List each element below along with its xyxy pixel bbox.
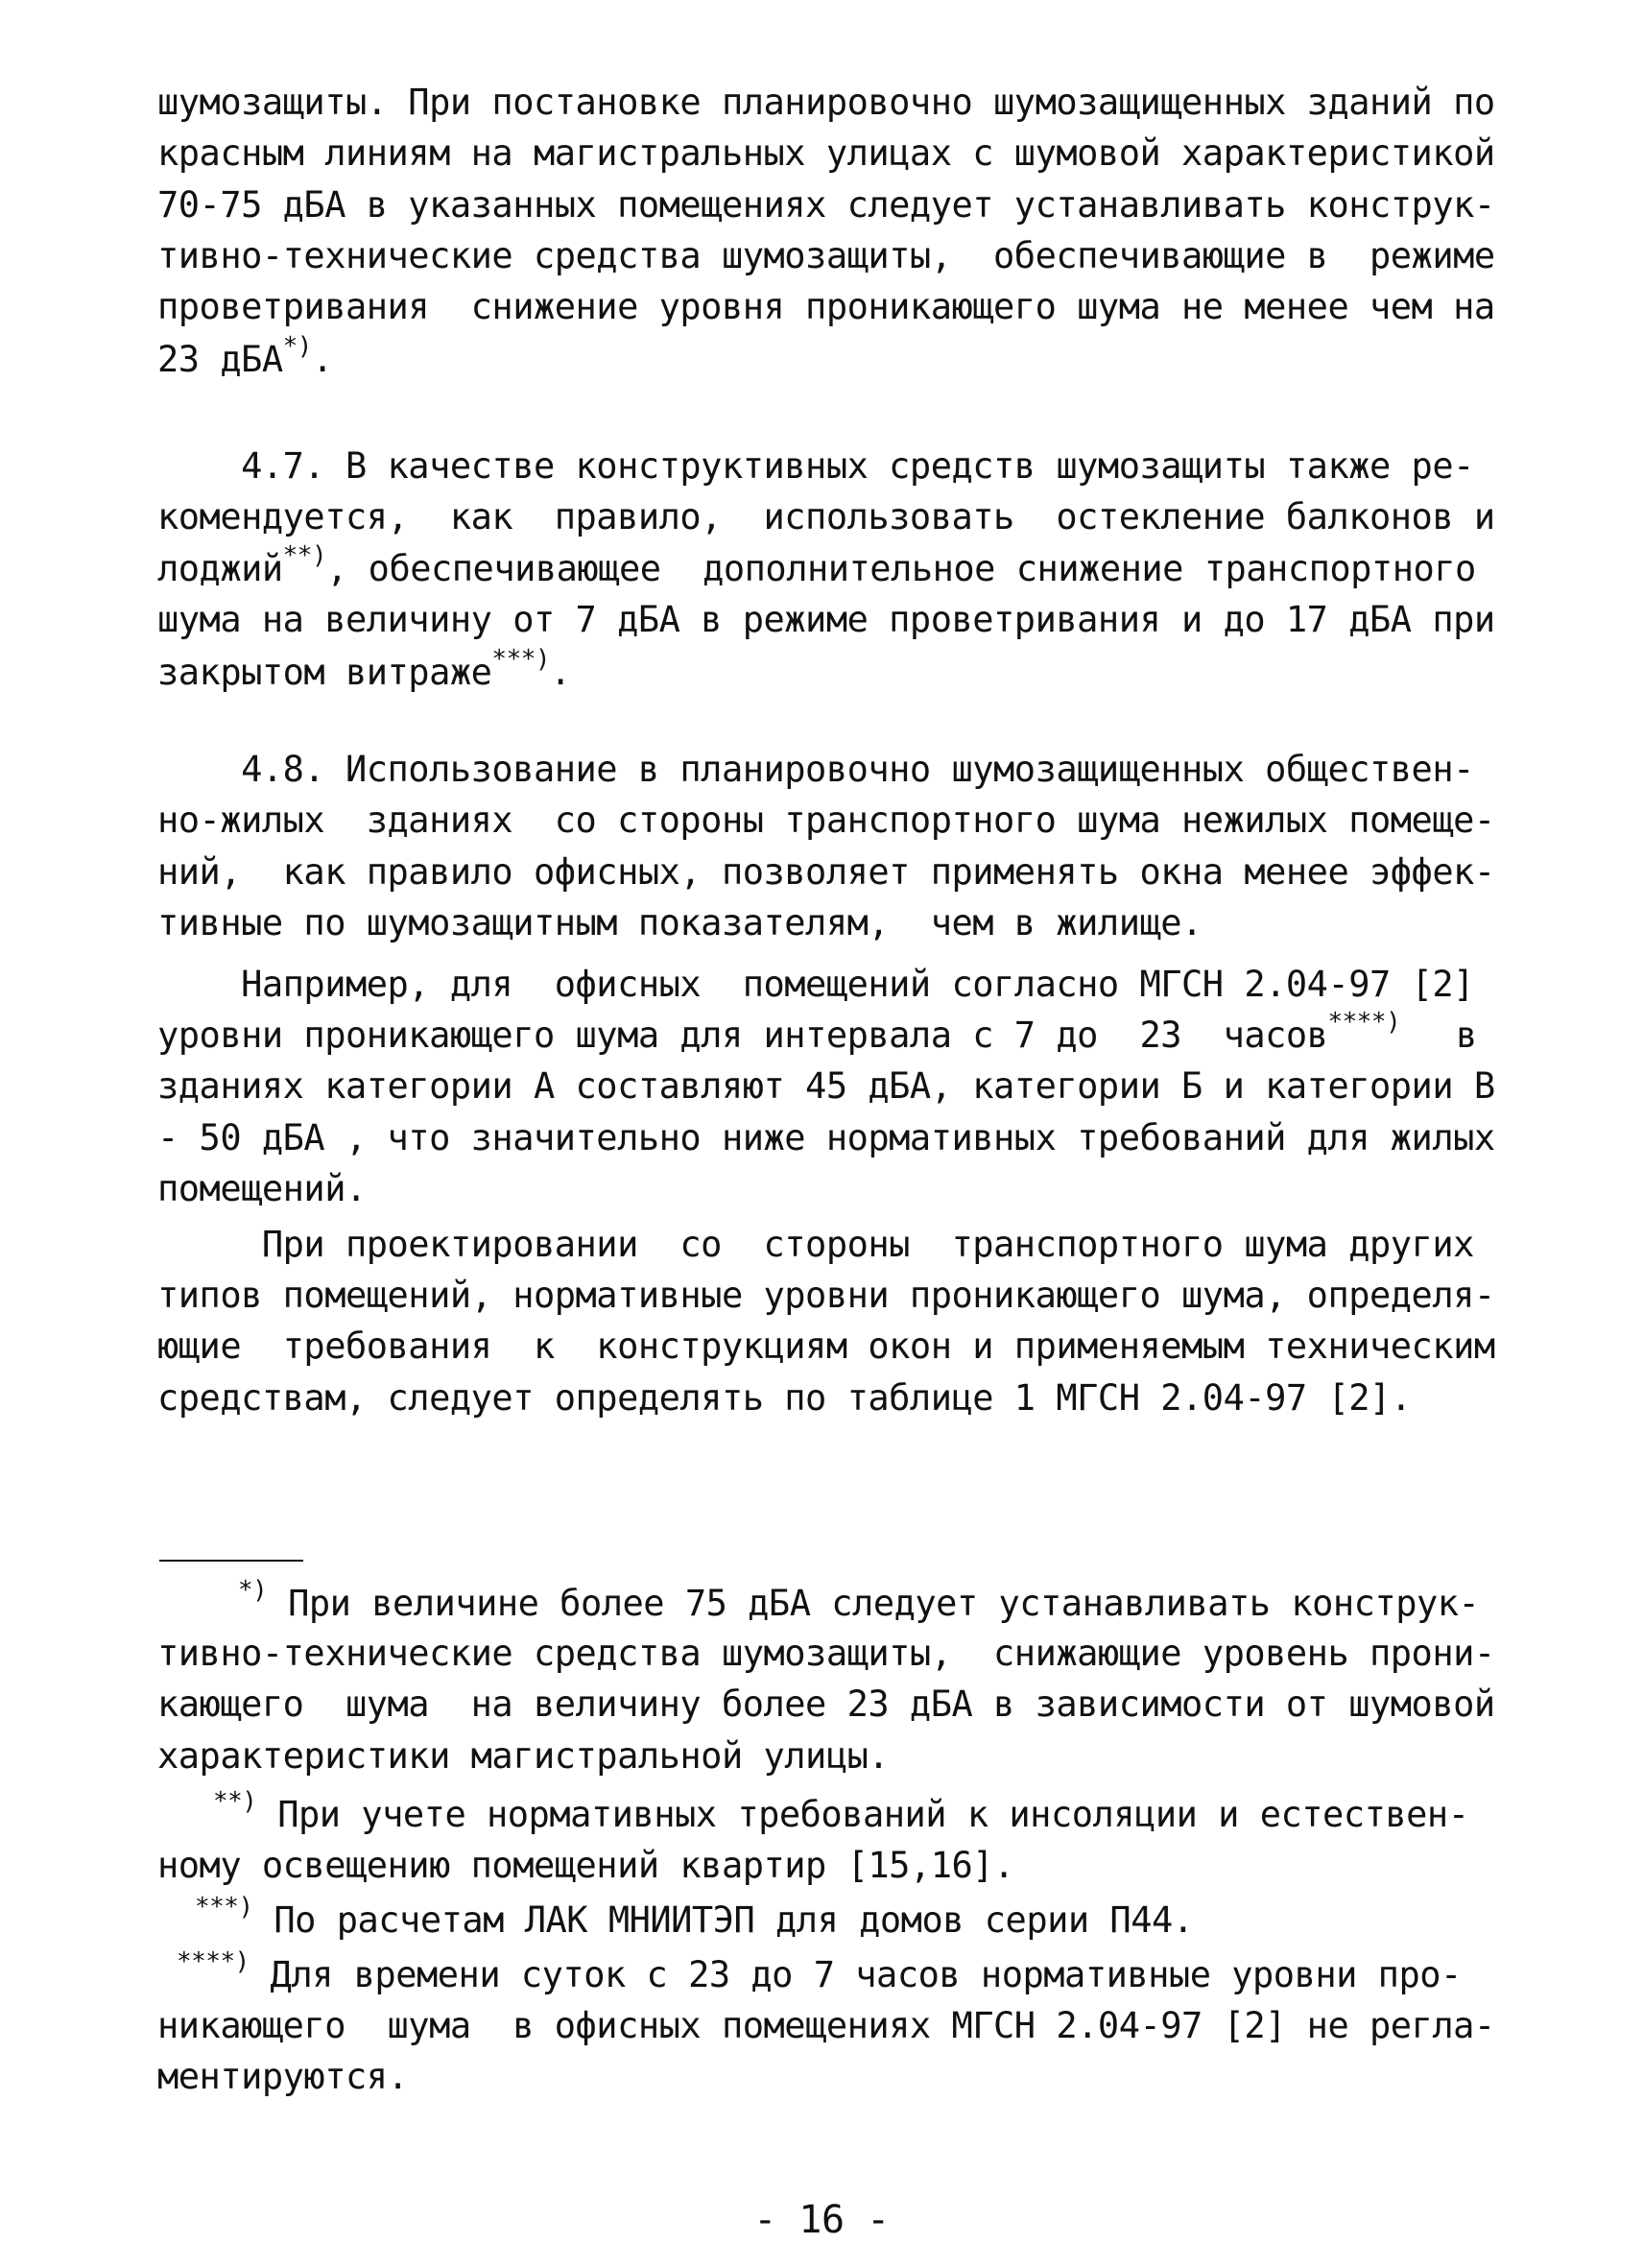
body-line: но-жилых зданиях со стороны транспортного шума нежилых помеще- [157,800,1495,841]
footnote-separator [159,1560,303,1562]
body-text: , обеспечивающее дополнительное снижение транспортного [326,548,1476,589]
body-text: лоджий [157,548,283,589]
footnote-mark: **) [213,1787,257,1816]
body-line [157,541,1476,589]
body-line: шума на величину от 7 дБА в режиме проветривания и до 17 дБА при [157,599,1495,640]
footnote-mark: *) [238,1576,268,1605]
footnote-line: кающего шума на величину более 23 дБА в зависимости от шумовой [157,1683,1495,1725]
period: . [311,339,333,380]
footnote-line: ментируются. [157,2056,409,2097]
footnote-text: При величине более 75 дБА следует устанавливать конструк- [267,1583,1480,1624]
page-number: - 16 - [753,2198,890,2242]
body-line: зданиях категории А составляют 45 дБА, категории Б и категории В [157,1065,1495,1107]
footnote-mark: ****) [177,1947,250,1976]
body-line: ний, как правило офисных, позволяет применять окна менее эффек- [157,851,1495,893]
body-line: проветривания снижение уровня проникающего шума не менее чем на [157,286,1495,327]
footnote-line: никающего шума в офисных помещениях МГСН 2.04-97 [2] не регла- [157,2005,1495,2046]
footnote-mark: ***) [195,1893,253,1922]
footnote-line: тивно-технические средства шумозащиты, снижающие уровень прони- [157,1633,1495,1674]
body-line: комендуется, как правило, использовать остекление балконов и [157,496,1495,537]
footnote-mark: **) [282,541,327,570]
body-line: помещений. [157,1168,367,1209]
paragraph-4-7-line: 4.7. В качестве конструктивных средств шумозащиты также ре- [157,445,1474,487]
body-line: типов помещений, нормативные уровни проникающего шума, определя- [157,1275,1495,1316]
footnote-line [195,1893,1194,1941]
footnote-text: По расчетам ЛАК МНИИТЭП для домов серии П44. [252,1899,1194,1941]
footnote-mark: *) [282,332,312,361]
footnote-mark: ****) [1327,1008,1401,1037]
footnote-mark: ***) [491,645,551,674]
body-text: уровни проникающего шума для интервала с 7 до 23 часов [157,1015,1328,1056]
body-line: - 50 дБА , что значительно ниже нормативных требований для жилых [157,1117,1495,1158]
body-line: тивно-технические средства шумозащиты, обеспечивающие в режиме [157,235,1495,276]
footnote-line: ному освещению помещений квартир [15,16]. [157,1845,1014,1886]
body-text: 23 дБА [157,339,283,380]
period: . [550,652,571,693]
body-line [157,1008,1401,1056]
body-line: Например, для офисных помещений согласно МГСН 2.04-97 [2] [157,964,1474,1005]
footnote-line [213,1787,1469,1835]
footnote-line: характеристики магистральной улицы. [157,1735,890,1777]
body-line [157,645,571,693]
body-line: тивные по шумозащитным показателям, чем в жилище. [157,902,1202,943]
body-line: При проектировании со стороны транспортного шума других [157,1224,1474,1265]
footnote-text: При учете нормативных требований к инсоляции и естествен- [256,1794,1469,1835]
footnote-line [238,1576,1480,1624]
body-line: ющие требования к конструкциям окон и применяемым техническим [157,1325,1495,1367]
body-text: закрытом витраже [157,652,492,693]
body-word: в [1456,1015,1477,1056]
body-line: средствам, следует определять по таблице 1 МГСН 2.04-97 [2]. [157,1377,1412,1419]
footnote-text: Для времени суток с 23 до 7 часов нормативные уровни про- [249,1954,1462,1995]
body-line: красным линиям на магистральных улицах с шумовой характеристикой [157,132,1495,174]
paragraph-4-8-line: 4.8. Использование в планировочно шумозащищенных обществен- [157,749,1474,790]
body-line [157,332,333,380]
footnote-line [177,1947,1462,1995]
body-line: шумозащиты. При постановке планировочно шумозащищенных зданий по [157,82,1495,123]
body-line: 70-75 дБА в указанных помещениях следует устанавливать конструк- [157,184,1495,226]
